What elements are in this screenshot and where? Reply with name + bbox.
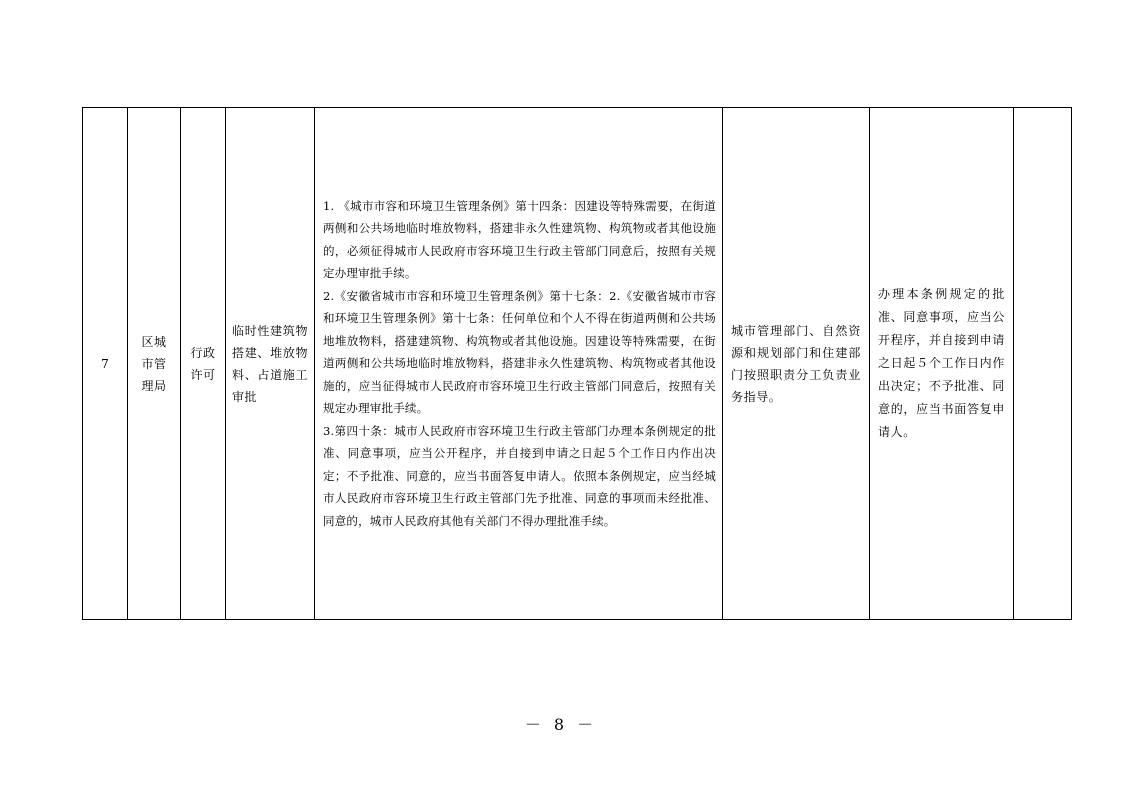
permit-table (82, 107, 1072, 620)
responsibility-text: 城市管理部门、自然资源和规划部门和住建部门按照职责分工负责业务指导。 (731, 323, 861, 404)
legal-basis-clause-3: 3.第四十条：城市人民政府市容环境卫生行政主管部门办理本条例规定的批准、同意事项，应当公开程序，并自接到申请之日起５个工作日内作出决定；不予批准、同意的，应当书面答复申请人。依照本条例规定，应当经城市人民政府市容环境卫生行政主管部门先予批准、同意的事项而未经批准、同意的，城市人民政府其他有关部门不得办理批准手续。 (323, 423, 716, 528)
permit-item-name: 临时性建筑物搭建、堆放物料、占道施工审批 (232, 323, 308, 404)
legal-basis-clause-1: 1. 《城市市容和环境卫生管理条例》第十四条：因建设等特殊需要，在街道两侧和公共场地临时堆放物料，搭建非永久性建筑物、构筑物或者其他设施的，必须征得城市人民政府市容环境卫生行政主管部门同意后，按照有关规定办理审批手续。 (323, 198, 716, 281)
remark-cell (1014, 108, 1072, 620)
responsibility-cell (723, 108, 870, 620)
legal-basis (315, 195, 722, 533)
duty-cell (870, 108, 1014, 620)
item-cell (226, 108, 315, 620)
department-cell (128, 108, 181, 620)
category-cell (181, 108, 226, 620)
page-number: － 8 － (524, 715, 598, 734)
duty-text: 办理本条例规定的批准、同意事项，应当公开程序，并自接到申请之日起５个工作日内作出决定；不予批准、同意的，应当书面答复申请人。 (878, 287, 1005, 439)
legal-basis-clause-2: 2.《安徽省城市市容和环境卫生管理条例》第十七条：2.《安徽省城市市容和环境卫生管理条例》第十七条：任何单位和个人不得在街道两侧和公共场地堆放物料，搭建建筑物、构筑物或者其他设施。因建设等特殊需要，在街道两侧和公共场地临时堆放物料，搭建非永久性建筑物、构筑物或者其他设施的，应当征得城市人民政府市容环境卫生行政主管部门同意后，按照有关规定办理审批手续。 (323, 288, 716, 416)
index-cell (83, 108, 128, 620)
table-row (83, 108, 1072, 620)
row-index: 7 (101, 356, 109, 371)
permit-category: 行政许可 (190, 345, 216, 382)
legal-basis-cell (315, 108, 723, 620)
department-name: 区城市管理局 (141, 334, 167, 393)
